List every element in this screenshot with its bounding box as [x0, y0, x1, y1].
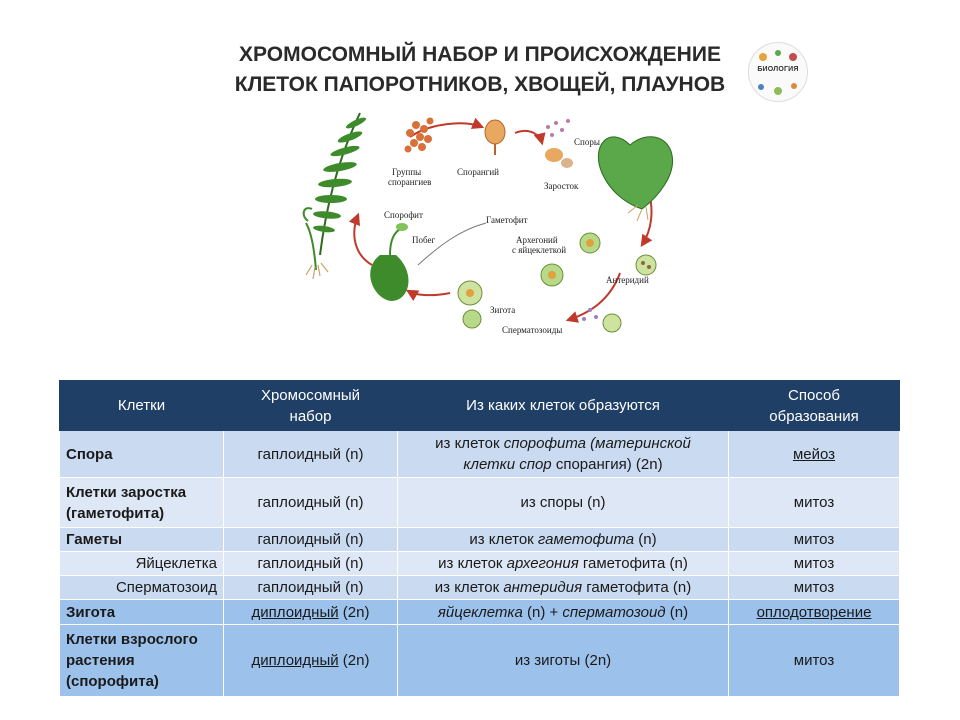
- sporangium: [485, 120, 505, 155]
- fern-sporophyte: [304, 113, 368, 279]
- cell-method: митоз: [729, 576, 900, 600]
- cell-method: митоз: [729, 528, 900, 552]
- cell-name: [60, 478, 224, 528]
- sperm-cells: [582, 308, 598, 321]
- text-fragment: (2n): [338, 603, 370, 621]
- zygote: [458, 281, 482, 328]
- row-adult: [60, 625, 900, 697]
- sori-cluster: [405, 118, 434, 153]
- cell-set: гаплоидный (n): [224, 528, 398, 552]
- text-fragment: яйцеклетка: [437, 603, 523, 621]
- cell-origin: [398, 431, 729, 478]
- text-fragment: мейоз: [792, 445, 836, 463]
- label-sori-2: спорангиев: [388, 177, 432, 187]
- text-fragment: антеридия: [503, 579, 583, 596]
- cell-name: [60, 625, 224, 697]
- cell-origin: из зиготы (2n): [398, 625, 729, 697]
- cycle-arrow: [515, 131, 542, 143]
- text-fragment: из клеток: [435, 435, 504, 452]
- spores: [546, 119, 570, 137]
- fern-life-cycle-diagram: [290, 105, 690, 345]
- label-sporophyte: Спорофит: [384, 210, 423, 220]
- text-fragment: растения: [66, 652, 135, 669]
- row-sperm: [60, 576, 900, 600]
- text-fragment: образования: [769, 407, 859, 425]
- label-sori: Группы: [392, 167, 422, 177]
- row-gametes: [60, 528, 900, 552]
- cell-name: Зигота: [60, 600, 224, 625]
- germinating-spore: [545, 148, 573, 168]
- cell-set: [224, 625, 398, 697]
- biology-logo: [748, 42, 808, 102]
- cycle-arrow: [354, 215, 372, 265]
- label-archegonium-2: с яйцеклеткой: [512, 245, 567, 255]
- text-fragment: Клетки заростка: [66, 483, 187, 501]
- antheridium: [636, 255, 656, 275]
- cell-method: [729, 431, 900, 478]
- text-fragment: спорофита (материнской: [503, 435, 691, 452]
- text-fragment: из клеток: [434, 579, 504, 596]
- label-gametophyte: Гаметофит: [486, 215, 528, 225]
- text-fragment: (гаметофита): [66, 504, 165, 522]
- text-fragment: (спорофита): [66, 673, 159, 690]
- text-fragment: (2n): [338, 652, 370, 669]
- cell-name: Спора: [60, 431, 224, 478]
- cell-method: митоз: [729, 478, 900, 528]
- cell-origin: [398, 552, 729, 576]
- cell-method: [729, 600, 900, 625]
- cell-method: митоз: [729, 552, 900, 576]
- cell-origin: [398, 576, 729, 600]
- text-fragment: гаметофита (n): [582, 579, 692, 596]
- text-fragment: Способ: [788, 386, 840, 404]
- text-fragment: (n) +: [522, 603, 563, 621]
- page-title: [0, 40, 960, 100]
- chromosome-table: [59, 380, 900, 697]
- text-fragment: оплодотворение: [756, 603, 872, 621]
- header-chromosome-set: [224, 381, 398, 431]
- label-archegonium: Архегоний: [516, 235, 558, 245]
- fertilization-cell: [603, 314, 621, 332]
- cell-name: Сперматозоид: [60, 576, 224, 600]
- cell-origin: из споры (n): [398, 478, 729, 528]
- logo-text: БИОЛОГИЯ: [757, 66, 799, 73]
- cell-name: Гаметы: [60, 528, 224, 552]
- cell-method: митоз: [729, 625, 900, 697]
- cell-set: [224, 600, 398, 625]
- text-fragment: из клеток: [438, 555, 507, 572]
- text-fragment: Клетки взрослого: [66, 631, 198, 648]
- row-zygote: [60, 600, 900, 625]
- cycle-arrow: [408, 291, 450, 295]
- cell-origin: [398, 600, 729, 625]
- cell-set: гаплоидный (n): [224, 431, 398, 478]
- header-origin: Из каких клеток образуются: [398, 381, 729, 431]
- text-fragment: архегония: [506, 555, 579, 572]
- text-fragment: (n): [665, 603, 689, 621]
- text-fragment: (n): [634, 531, 657, 548]
- row-spore: [60, 431, 900, 478]
- text-fragment: гаметофита (n): [578, 555, 688, 572]
- row-egg: [60, 552, 900, 576]
- prothallus: [598, 137, 672, 221]
- cell-set: гаплоидный (n): [224, 552, 398, 576]
- text-fragment: диплоидный: [251, 652, 339, 669]
- header-method: [729, 381, 900, 431]
- label-sporangium: Спорангий: [457, 167, 499, 177]
- label-zygote: Зигота: [490, 305, 516, 315]
- text-fragment: из клеток: [469, 531, 538, 548]
- label-shoot: Побег: [412, 235, 436, 245]
- young-shoot: [370, 223, 408, 301]
- label-spores: Споры: [574, 137, 600, 147]
- text-fragment: спорангия) (2n): [551, 456, 663, 473]
- title-line-2: КЛЕТОК ПАПОРОТНИКОВ, ХВОЩЕЙ, ПЛАУНОВ: [234, 73, 726, 96]
- cell-set: гаплоидный (n): [224, 576, 398, 600]
- cell-origin: [398, 528, 729, 552]
- label-prothallus: Заросток: [544, 181, 579, 191]
- row-prothallus: [60, 478, 900, 528]
- label-sperm: Сперматозоиды: [502, 325, 563, 335]
- cell-set: гаплоидный (n): [224, 478, 398, 528]
- label-antheridium: Антеридий: [606, 275, 649, 285]
- text-fragment: набор: [289, 407, 332, 425]
- header-cells: Клетки: [60, 381, 224, 431]
- cell-name: Яйцеклетка: [60, 552, 224, 576]
- text-fragment: гаметофита: [537, 531, 635, 548]
- text-fragment: диплоидный: [251, 603, 339, 621]
- text-fragment: клетки спор: [463, 456, 552, 473]
- text-fragment: сперматозоид: [562, 603, 666, 621]
- title-line-1: ХРОМОСОМНЫЙ НАБОР И ПРОИСХОЖДЕНИЕ: [239, 43, 721, 66]
- text-fragment: Хромосомный: [260, 386, 361, 404]
